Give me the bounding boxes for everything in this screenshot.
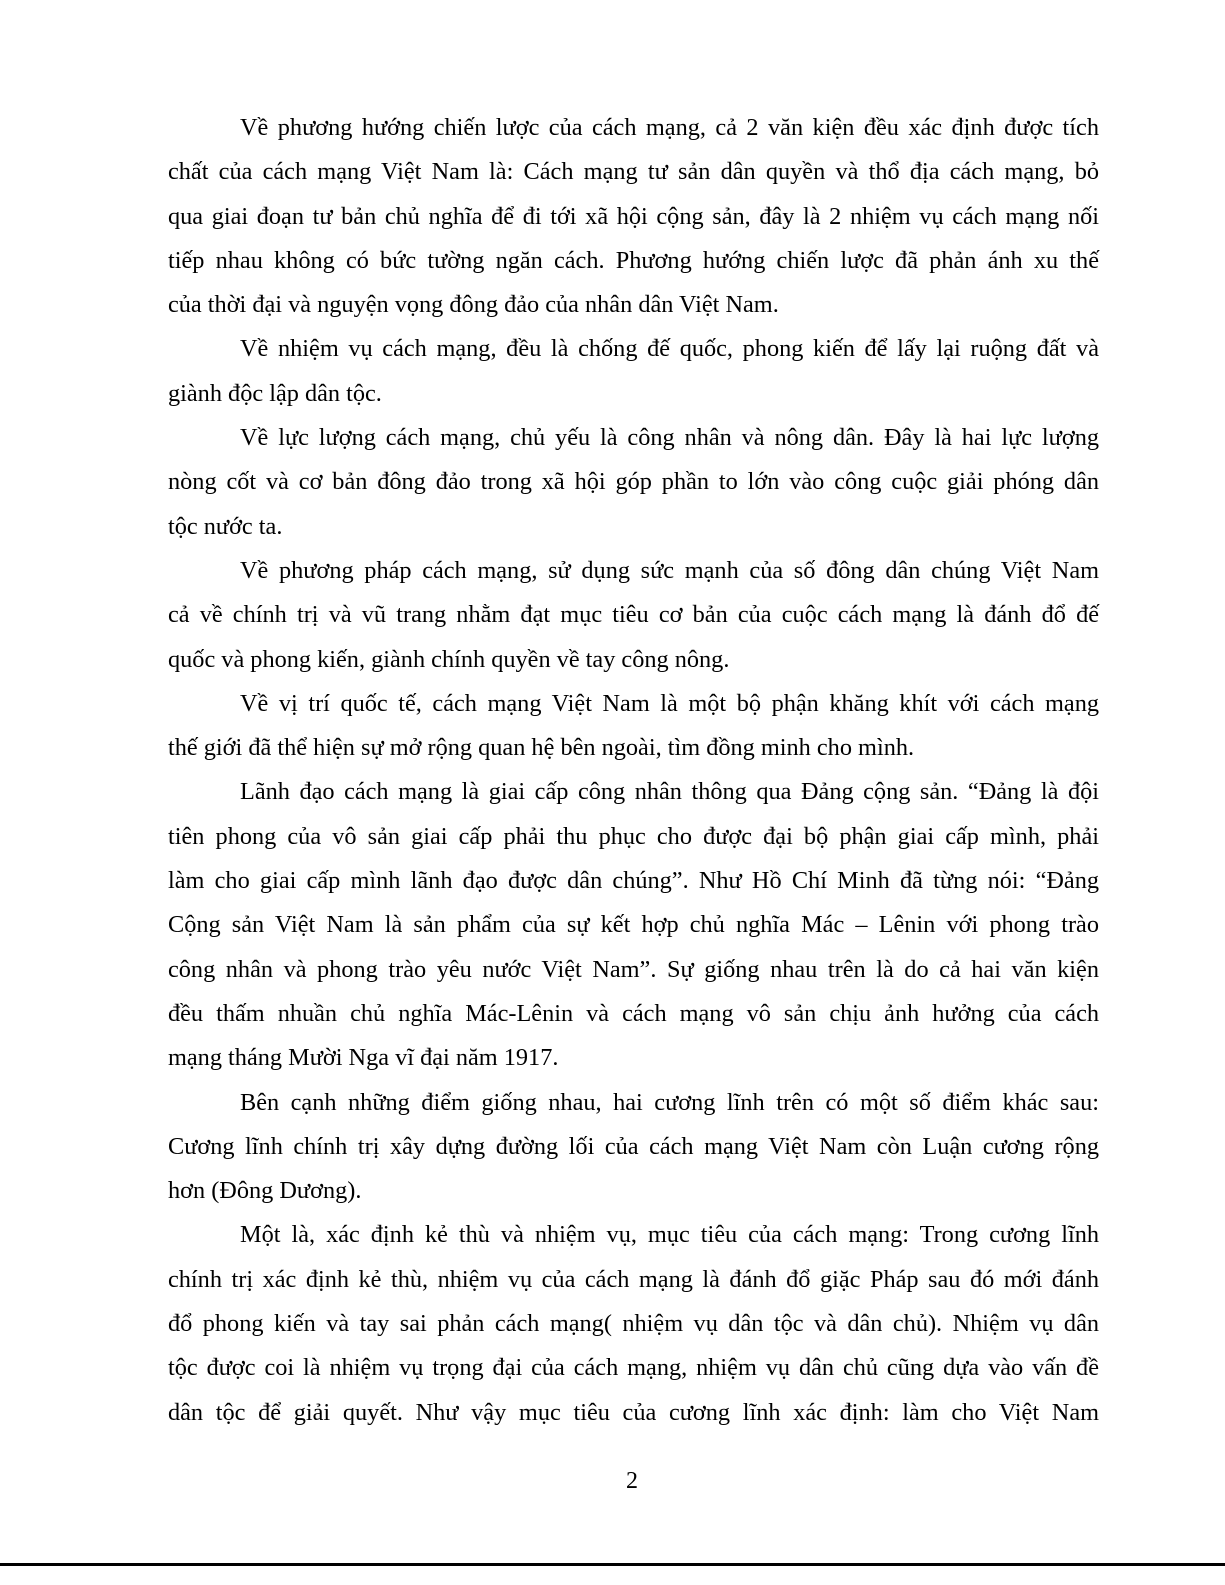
paragraph	[168, 682, 1099, 771]
text-line: Về vị trí quốc tế, cách mạng Việt Nam là một bộ phận khăng khít với cách mạng	[240, 689, 1099, 717]
text-line: Về phương pháp cách mạng, sử dụng sức mạnh của số đông dân chúng Việt Nam	[240, 556, 1099, 584]
text-line: Lãnh đạo cách mạng là giai cấp công nhân thông qua Đảng cộng sản. “Đảng là đội	[240, 778, 1099, 806]
text-line: cả về chính trị và vũ trang nhằm đạt mục tiêu cơ bản của cuộc cách mạng là đánh đổ đế	[168, 601, 1099, 629]
text-line: công nhân và phong trào yêu nước Việt Nam”. Sự giống nhau trên là do cả hai văn kiện	[168, 955, 1099, 983]
text-line: dân tộc để giải quyết. Như vậy mục tiêu của cương lĩnh xác định: làm cho Việt Nam	[168, 1398, 1099, 1426]
text-line: đều thấm nhuần chủ nghĩa Mác-Lênin và cách mạng vô sản chịu ảnh hưởng của cách	[168, 999, 1099, 1027]
text-line: qua giai đoạn tư bản chủ nghĩa để đi tới xã hội cộng sản, đây là 2 nhiệm vụ cách mạng nối	[168, 202, 1099, 230]
text-line: tộc nước ta.	[168, 512, 283, 540]
paragraph	[168, 549, 1099, 682]
paragraph	[168, 416, 1099, 549]
text-line: Về nhiệm vụ cách mạng, đều là chống đế quốc, phong kiến để lấy lại ruộng đất và	[240, 335, 1099, 363]
text-line: giành độc lập dân tộc.	[168, 379, 382, 407]
paragraph	[168, 106, 1099, 327]
text-line: nòng cốt và cơ bản đông đảo trong xã hội góp phần to lớn vào công cuộc giải phóng dân	[168, 468, 1099, 496]
text-line: Về lực lượng cách mạng, chủ yếu là công nhân và nông dân. Đây là hai lực lượng	[240, 424, 1099, 452]
text-line: Cộng sản Việt Nam là sản phẩm của sự kết hợp chủ nghĩa Mác – Lênin với phong trào	[168, 911, 1099, 939]
paragraph	[168, 1081, 1099, 1214]
paragraph	[168, 1213, 1099, 1434]
text-line: quốc và phong kiến, giành chính quyền về tay công nông.	[168, 645, 730, 673]
text-line: làm cho giai cấp mình lãnh đạo được dân chúng”. Như Hồ Chí Minh đã từng nói: “Đảng	[168, 867, 1099, 895]
text-line: hơn (Đông Dương).	[168, 1177, 362, 1205]
document-body	[168, 106, 1099, 1435]
text-line: tiên phong của vô sản giai cấp phải thu phục cho được đại bộ phận giai cấp mình, phải	[168, 822, 1099, 850]
paragraph	[168, 327, 1099, 416]
text-line: chính trị xác định kẻ thù, nhiệm vụ của cách mạng là đánh đổ giặc Pháp sau đó mới đánh	[168, 1265, 1099, 1293]
text-line: thế giới đã thể hiện sự mở rộng quan hệ bên ngoài, tìm đồng minh cho mình.	[168, 734, 915, 762]
text-line: Một là, xác định kẻ thù và nhiệm vụ, mục tiêu của cách mạng: Trong cương lĩnh	[240, 1221, 1099, 1249]
paragraph	[168, 770, 1099, 1080]
page-number: 2	[626, 1468, 638, 1494]
text-line: tộc được coi là nhiệm vụ trọng đại của cách mạng, nhiệm vụ dân chủ cũng dựa vào vấn đề	[168, 1354, 1099, 1382]
text-line: mạng tháng Mười Nga vĩ đại năm 1917.	[168, 1044, 559, 1072]
text-line: của thời đại và nguyện vọng đông đảo của nhân dân Việt Nam.	[168, 291, 779, 319]
text-line: Cương lĩnh chính trị xây dựng đường lối của cách mạng Việt Nam còn Luận cương rộng	[168, 1132, 1099, 1160]
page-bottom-border	[0, 1563, 1225, 1566]
text-line: Về phương hướng chiến lược của cách mạng, cả 2 văn kiện đều xác định được tích	[240, 114, 1099, 141]
text-line: tiếp nhau không có bức tường ngăn cách. Phương hướng chiến lược đã phản ánh xu thế	[168, 246, 1099, 274]
text-line: Bên cạnh những điểm giống nhau, hai cương lĩnh trên có một số điểm khác sau:	[240, 1088, 1099, 1116]
text-line: đổ phong kiến và tay sai phản cách mạng( nhiệm vụ dân tộc và dân chủ). Nhiệm vụ dân	[168, 1310, 1099, 1338]
text-line: chất của cách mạng Việt Nam là: Cách mạng tư sản dân quyền và thổ địa cách mạng, bỏ	[168, 158, 1099, 186]
